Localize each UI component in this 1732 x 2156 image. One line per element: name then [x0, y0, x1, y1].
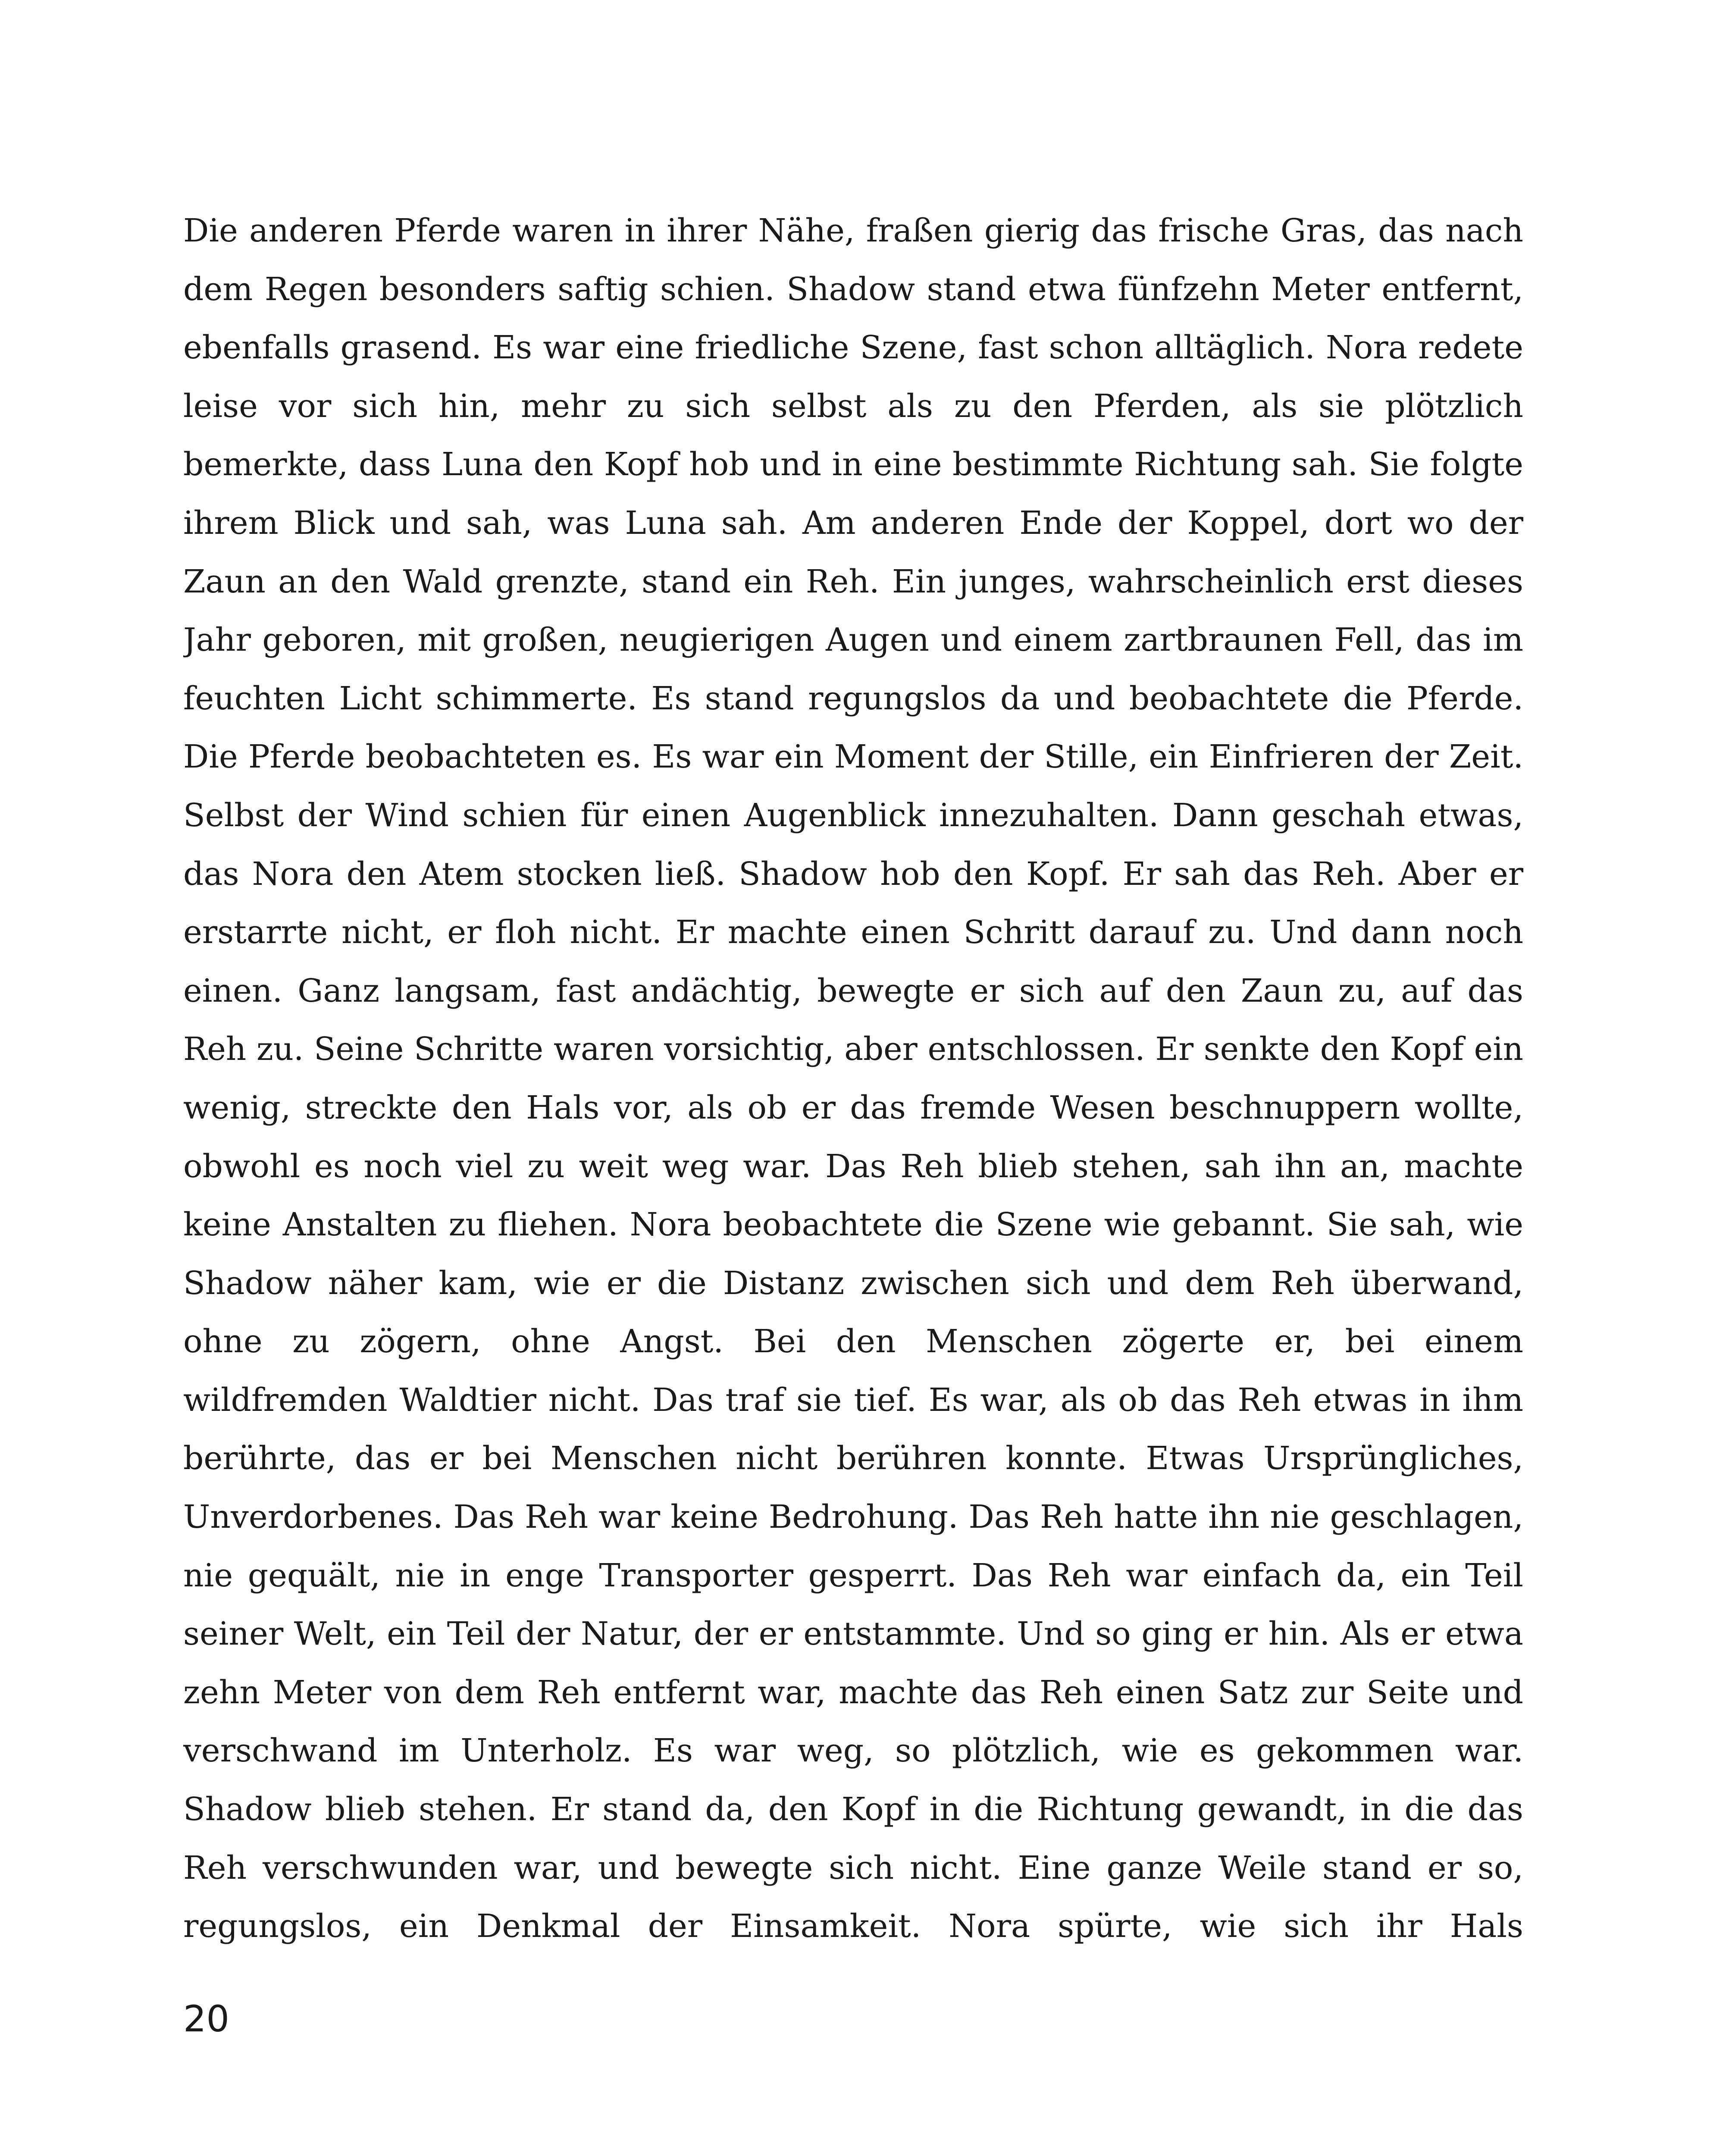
text-line: wildfremden Waldtier nicht. Das traf sie tief. Es war, als ob das Reh etwas in ihm — [183, 1381, 1523, 1419]
text-line: Die Pferde beobachteten es. Es war ein Moment der Stille, ein Einfrieren der Zeit. — [183, 738, 1523, 776]
text-line: Reh zu. Seine Schritte waren vorsichtig, aber entschlossen. Er senkte den Kopf ein — [183, 1031, 1523, 1068]
text-line: Jahr geboren, mit großen, neugierigen Augen und einem zartbraunen Fell, das im — [183, 621, 1523, 659]
text-line: leise vor sich hin, mehr zu sich selbst als zu den Pferden, als sie plötzlich — [183, 387, 1523, 425]
text-line: regungslos, ein Denkmal der Einsamkeit. Nora spürte, wie sich ihr Hals — [183, 1908, 1523, 1945]
text-line: keine Anstalten zu fliehen. Nora beobachtete die Szene wie gebannt. Sie sah, wie — [183, 1206, 1523, 1244]
text-line: ebenfalls grasend. Es war eine friedliche Szene, fast schon alltäglich. Nora redete — [183, 329, 1523, 367]
body-paragraph — [183, 202, 1523, 1956]
text-line: Reh verschwunden war, und bewegte sich nicht. Eine ganze Weile stand er so, — [183, 1849, 1523, 1887]
text-line: verschwand im Unterholz. Es war weg, so plötzlich, wie es gekommen war. — [183, 1732, 1523, 1770]
text-line: ohne zu zögern, ohne Angst. Bei den Menschen zögerte er, bei einem — [183, 1323, 1523, 1360]
text-line: wenig, streckte den Hals vor, als ob er das fremde Wesen beschnuppern wollte, — [183, 1089, 1523, 1126]
text-line: einen. Ganz langsam, fast andächtig, bewegte er sich auf den Zaun zu, auf das — [183, 972, 1523, 1009]
text-line: Zaun an den Wald grenzte, stand ein Reh. Ein junges, wahrscheinlich erst dieses — [183, 563, 1523, 600]
text-line: feuchten Licht schimmerte. Es stand regungslos da und beobachtete die Pferde. — [183, 680, 1523, 717]
text-line: zehn Meter von dem Reh entfernt war, machte das Reh einen Satz zur Seite und — [183, 1673, 1523, 1711]
page-number: 20 — [183, 1998, 229, 2040]
text-line: bemerkte, dass Luna den Kopf hob und in eine bestimmte Richtung sah. Sie folgte — [183, 446, 1523, 483]
text-line: nie gequält, nie in enge Transporter gesperrt. Das Reh war einfach da, ein Teil — [183, 1557, 1523, 1594]
text-line: dem Regen besonders saftig schien. Shadow stand etwa fünfzehn Meter entfernt, — [183, 270, 1523, 308]
text-line: Shadow blieb stehen. Er stand da, den Kopf in die Richtung gewandt, in die das — [183, 1791, 1523, 1828]
text-line: Selbst der Wind schien für einen Augenblick innezuhalten. Dann geschah etwas, — [183, 796, 1523, 834]
text-line: erstarrte nicht, er floh nicht. Er machte einen Schritt darauf zu. Und dann noch — [183, 914, 1523, 951]
text-line: Unverdorbenes. Das Reh war keine Bedrohung. Das Reh hatte ihn nie geschlagen, — [183, 1498, 1523, 1536]
text-line: berührte, das er bei Menschen nicht berühren konnte. Etwas Ursprüngliches, — [183, 1440, 1523, 1477]
text-line: seiner Welt, ein Teil der Natur, der er entstammte. Und so ging er hin. Als er etwa — [183, 1615, 1523, 1653]
text-line: ihrem Blick und sah, was Luna sah. Am anderen Ende der Koppel, dort wo der — [183, 504, 1523, 542]
text-line: Die anderen Pferde waren in ihrer Nähe, fraßen gierig das frische Gras, das nach — [183, 212, 1523, 249]
text-line: obwohl es noch viel zu weit weg war. Das Reh blieb stehen, sah ihn an, machte — [183, 1147, 1523, 1185]
text-line: das Nora den Atem stocken ließ. Shadow hob den Kopf. Er sah das Reh. Aber er — [183, 855, 1523, 893]
text-line: Shadow näher kam, wie er die Distanz zwischen sich und dem Reh überwand, — [183, 1264, 1523, 1302]
